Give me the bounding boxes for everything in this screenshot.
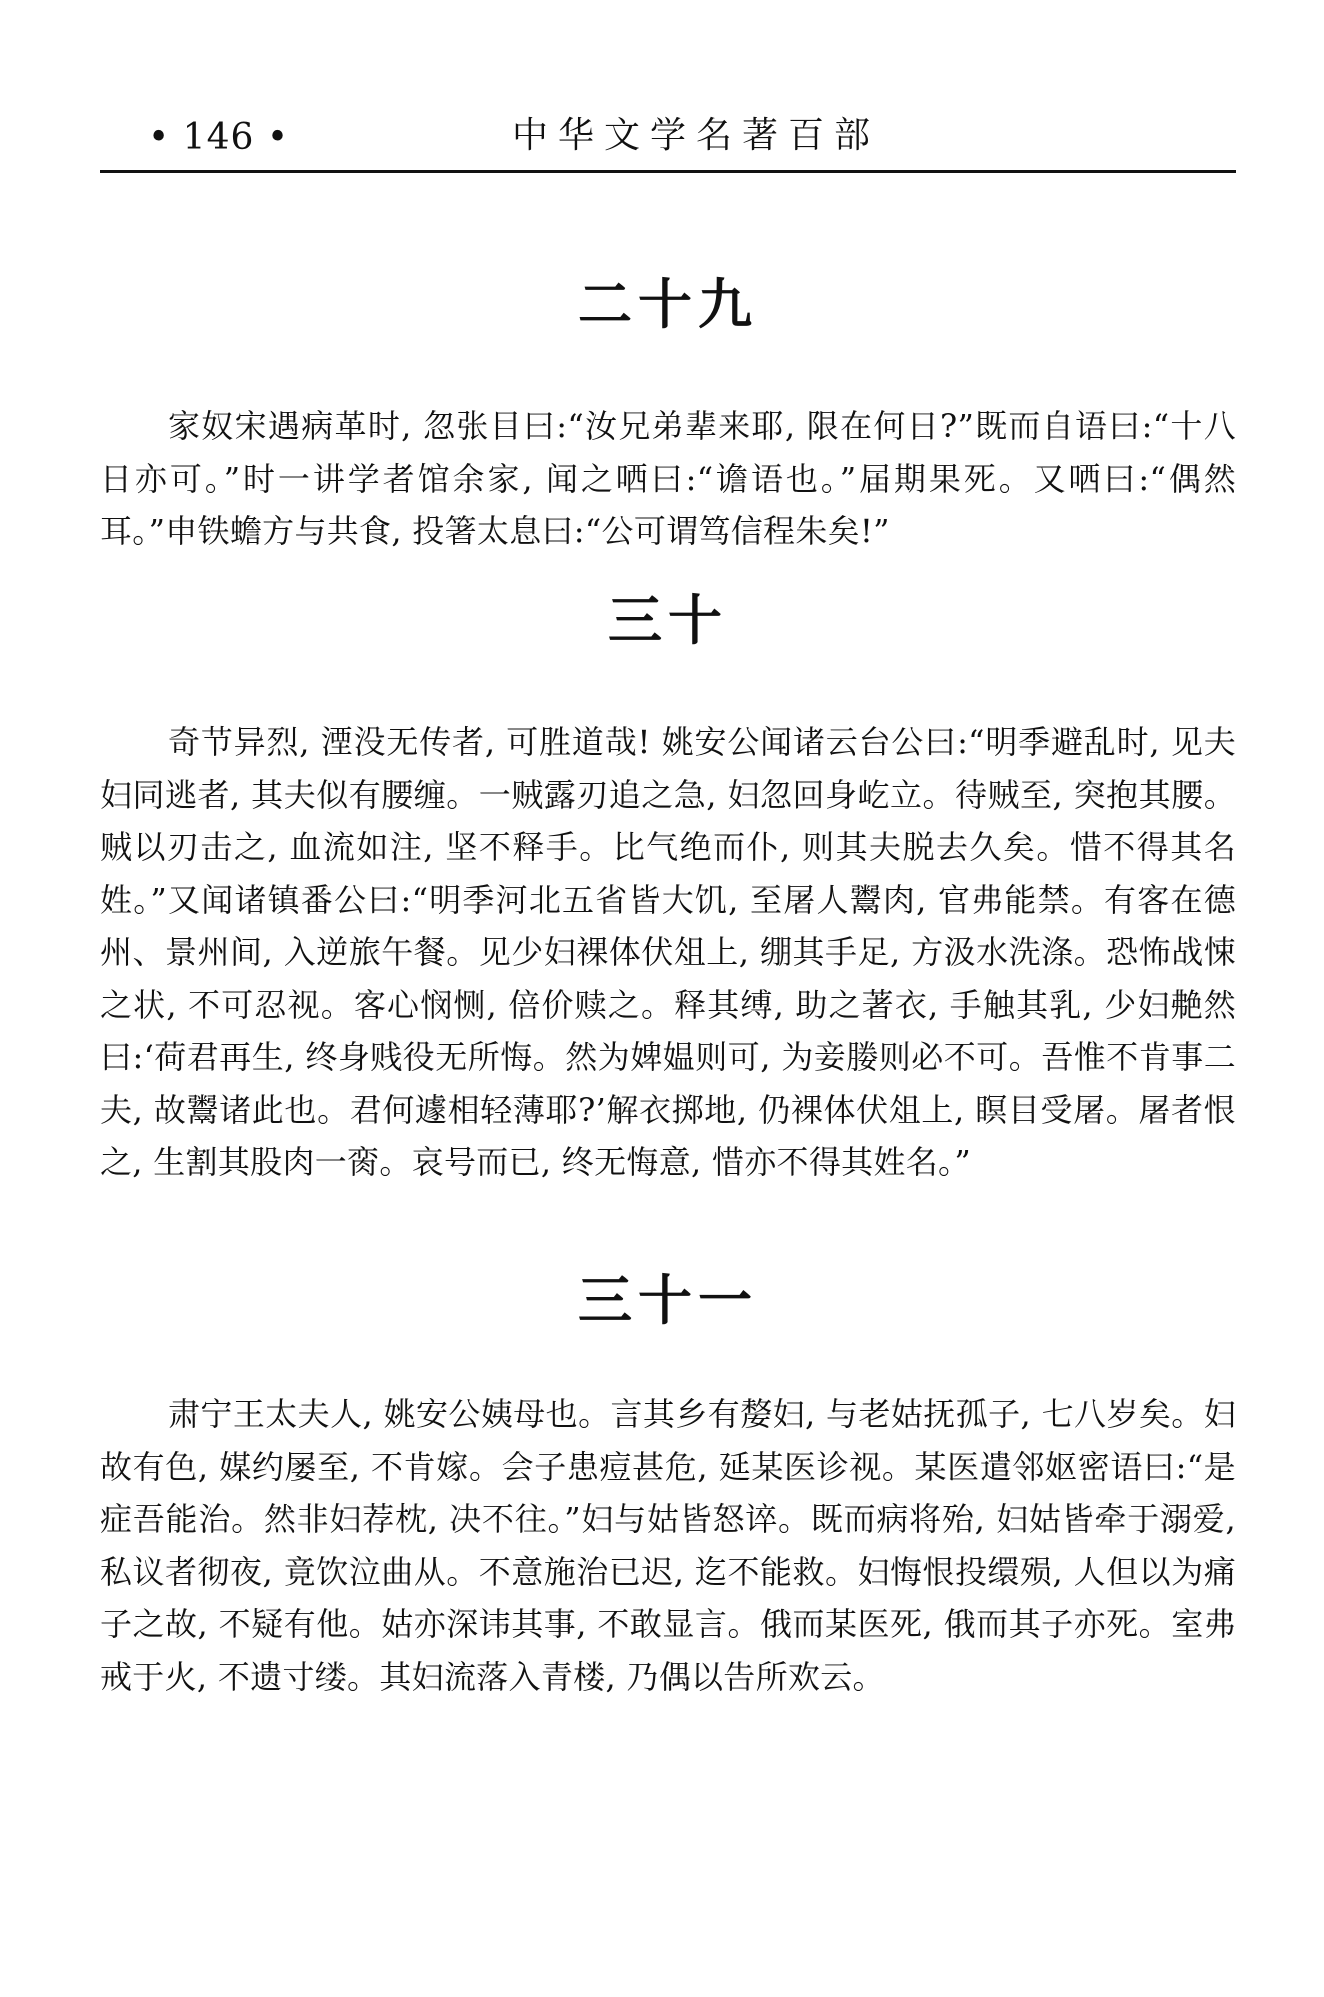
section-body: 奇节异烈, 湮没无传者, 可胜道哉! 姚安公闻诸云台公曰:“明季避乱时, 见夫妇同逃者, 其夫似有腰缠。一贼露刃追之急, 妇忽回身屹立。待贼至, 突抱其腰。贼以刃击之, 血流如注, 坚不释手。比气绝而仆, 则其夫脱去久矣。惜不得其名姓。”又闻诸镇番公曰:“明季河北五省皆大饥, 至屠人鬻肉, 官弗能禁。有客在德州、景州间, 入逆旅午餐。见少妇裸体伏俎上, 绷其手足, 方汲水洗涤。恐怖战悚之状, 不可忍视。客心悯恻, 倍价赎之。释其缚, 助之著衣, 手触其乳, 少妇艴然曰:‘荷君再生, 终身贱役无所悔。然为婢媪则可, 为妾媵则必不可。吾惟不肯事二夫, 故鬻诸此也。君何遽相轻薄耶?’解衣掷地, 仍裸体伏俎上, 瞑目受屠。屠者恨之, 生割其股肉一脔。哀号而已, 终无悔意, 惜亦不得其姓名。”	[100, 723, 1236, 1181]
section-31	[100, 1266, 1236, 1703]
series-title: 中华文学名著百部	[512, 115, 881, 156]
header-rule	[100, 170, 1236, 173]
page-number: • 146 •	[148, 117, 290, 158]
section-heading: 三十一	[578, 1269, 758, 1332]
section-heading: 二十九	[578, 273, 758, 336]
section-29	[100, 270, 1236, 558]
section-body: 家奴宋遇病革时, 忽张目曰:“汝兄弟辈来耶, 限在何日?”既而自语曰:“十八日亦可。”时一讲学者馆余家, 闻之哂曰:“谵语也。”届期果死。又哂曰:“偶然耳。”申铁蟾方与共食, 投箸太息曰:“公可谓笃信程朱矣!”	[100, 407, 1236, 550]
section-heading: 三十	[608, 589, 728, 652]
section-body: 肃宁王太夫人, 姚安公姨母也。言其乡有嫠妇, 与老姑抚孤子, 七八岁矣。妇故有色, 媒约屡至, 不肯嫁。会子患痘甚危, 延某医诊视。某医遣邻妪密语曰:“是症吾能治。然非妇荐枕, 决不往。”妇与姑皆怒谇。既而病将殆, 妇姑皆牵于溺爱, 私议者彻夜, 竟饮泣曲从。不意施治已迟, 迄不能救。妇悔恨投缳殒, 人但以为痛子之故, 不疑有他。姑亦深讳其事, 不敢显言。俄而某医死, 俄而其子亦死。室弗戒于火, 不遗寸缕。其妇流落入青楼, 乃偶以告所欢云。	[100, 1395, 1236, 1696]
running-header	[100, 108, 1236, 170]
section-30	[100, 586, 1236, 1189]
